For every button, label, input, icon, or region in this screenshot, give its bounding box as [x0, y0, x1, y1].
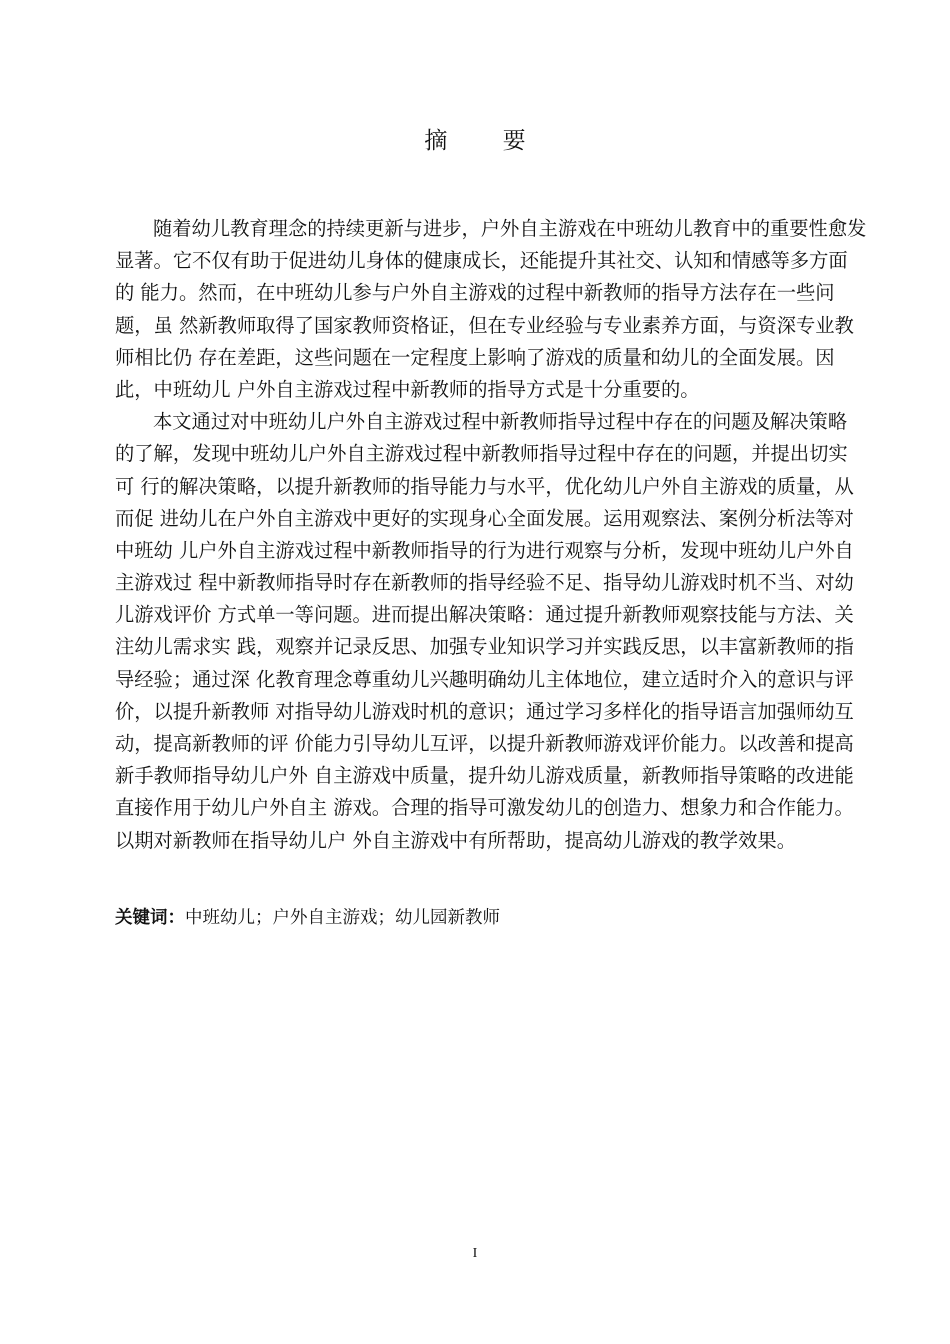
text-line: 中班幼 儿户外自主游戏过程中新教师指导的行为进行观察与分析，发现中班幼儿户外自	[115, 538, 854, 562]
text-line: 的了解，发现中班幼儿户外自主游戏过程中新教师指导过程中存在的问题，并提出切实	[115, 442, 848, 466]
keywords-label: 关键词：	[115, 908, 185, 928]
text-line: 价，以提升新教师 对指导幼儿游戏时机的意识；通过学习多样化的指导语言加强师幼互	[115, 699, 854, 723]
text-line: 儿游戏评价 方式单一等问题。进而提出解决策略：通过提升新教师观察技能与方法、关	[115, 603, 854, 627]
page-number: I	[472, 1246, 478, 1261]
text-line: 直接作用于幼儿户外自主 游戏。合理的指导可激发幼儿的创造力、想象力和合作能力。	[115, 796, 854, 820]
text-line: 显著。它不仅有助于促进幼儿身体的健康成长，还能提升其社交、认知和情感等多方面	[115, 249, 848, 273]
text-line: 注幼儿需求实 践，观察并记录反思、加强专业知识学习并实践反思，以丰富新教师的指	[115, 635, 854, 659]
text-line: 师相比仍 存在差距，这些问题在一定程度上影响了游戏的质量和幼儿的全面发展。因	[115, 345, 835, 369]
text-line: 题，虽 然新教师取得了国家教师资格证，但在专业经验与专业素养方面，与资深专业教	[115, 313, 854, 337]
text-line: 以期对新教师在指导幼儿户 外自主游戏中有所帮助，提高幼儿游戏的教学效果。	[115, 828, 796, 852]
text-line: 主游戏过 程中新教师指导时存在新教师的指导经验不足、指导幼儿游戏时机不当、对幼	[115, 571, 854, 595]
paragraph-2	[115, 406, 854, 857]
keywords	[115, 904, 500, 929]
paragraph-1	[115, 213, 867, 406]
abstract-title: 摘 要	[424, 128, 550, 154]
text-line: 而促 进幼儿在户外自主游戏中更好的实现身心全面发展。运用观察法、案例分析法等对	[115, 506, 854, 530]
text-line: 随着幼儿教育理念的持续更新与进步，户外自主游戏在中班幼儿教育中的重要性愈发	[153, 217, 867, 240]
keywords-value: 中班幼儿；户外自主游戏；幼儿园新教师	[185, 908, 500, 928]
abstract-body	[115, 213, 867, 857]
text-line: 此，中班幼儿 户外自主游戏过程中新教师的指导方式是十分重要的。	[115, 377, 700, 401]
text-line: 本文通过对中班幼儿户外自主游戏过程中新教师指导过程中存在的问题及解决策略	[153, 410, 848, 434]
text-line: 可 行的解决策略，以提升新教师的指导能力与水平，优化幼儿户外自主游戏的质量，从	[115, 474, 854, 498]
text-line: 的 能力。然而，在中班幼儿参与户外自主游戏的过程中新教师的指导方法存在一些问	[115, 281, 835, 305]
text-line: 新手教师指导幼儿户外 自主游戏中质量，提升幼儿游戏质量，新教师指导策略的改进能	[115, 764, 854, 788]
text-line: 动，提高新教师的评 价能力引导幼儿互评，以提升新教师游戏评价能力。以改善和提高	[115, 732, 854, 755]
text-line: 导经验；通过深 化教育理念尊重幼儿兴趣明确幼儿主体地位，建立适时介入的意识与评	[115, 667, 854, 691]
